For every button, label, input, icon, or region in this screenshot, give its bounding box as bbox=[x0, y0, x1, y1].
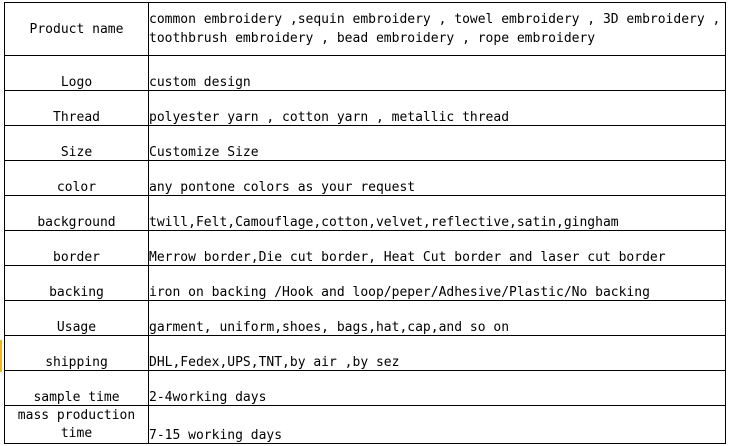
table-row bbox=[5, 196, 726, 231]
row-value-color: any pontone colors as your request bbox=[149, 161, 726, 196]
table-row bbox=[5, 336, 726, 371]
row-label-color: color bbox=[5, 161, 149, 196]
row-label-mass-production-time: mass production time bbox=[5, 406, 149, 444]
row-value-sample-time: 2-4working days bbox=[149, 371, 726, 406]
table-row bbox=[5, 371, 726, 406]
row-value-background: twill,Felt,Camouflage,cotton,velvet,reflective,satin,gingham bbox=[149, 196, 726, 231]
row-label-sample-time: sample time bbox=[5, 371, 149, 406]
row-value-logo: custom design bbox=[149, 56, 726, 91]
table-row bbox=[5, 161, 726, 196]
row-value-product-name: common embroidery ,sequin embroidery , towel embroidery , 3D embroidery , toothbrush embroidery , bead embroidery , rope embroidery bbox=[149, 3, 726, 56]
table-row bbox=[5, 301, 726, 336]
row-label-background: background bbox=[5, 196, 149, 231]
row-value-thread: polyester yarn , cotton yarn , metallic thread bbox=[149, 91, 726, 126]
row-selection-marker bbox=[0, 340, 2, 372]
row-label-product-name: Product name bbox=[5, 3, 149, 56]
row-value-border: Merrow border,Die cut border, Heat Cut border and laser cut border bbox=[149, 231, 726, 266]
row-label-thread: Thread bbox=[5, 91, 149, 126]
table-row bbox=[5, 3, 726, 56]
row-value-shipping: DHL,Fedex,UPS,TNT,by air ,by sez bbox=[149, 336, 726, 371]
row-value-size: Customize Size bbox=[149, 126, 726, 161]
row-value-mass-production-time: 7-15 working days bbox=[149, 406, 726, 444]
table-row bbox=[5, 406, 726, 444]
product-spec-table bbox=[4, 2, 726, 444]
row-label-usage: Usage bbox=[5, 301, 149, 336]
table-row bbox=[5, 266, 726, 301]
table-row bbox=[5, 91, 726, 126]
table-row bbox=[5, 56, 726, 91]
row-value-usage: garment, uniform,shoes, bags,hat,cap,and so on bbox=[149, 301, 726, 336]
row-value-backing: iron on backing /Hook and loop/peper/Adhesive/Plastic/No backing bbox=[149, 266, 726, 301]
row-label-size: Size bbox=[5, 126, 149, 161]
row-label-logo: Logo bbox=[5, 56, 149, 91]
table-row bbox=[5, 231, 726, 266]
table-row bbox=[5, 126, 726, 161]
row-label-shipping: shipping bbox=[5, 336, 149, 371]
row-label-backing: backing bbox=[5, 266, 149, 301]
row-label-border: border bbox=[5, 231, 149, 266]
